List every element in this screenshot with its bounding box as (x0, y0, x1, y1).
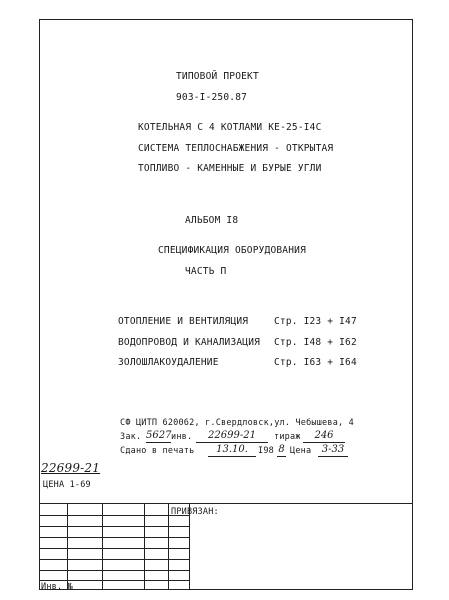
print-date: 13.10. (208, 444, 256, 457)
order-value: 5627 (146, 430, 172, 441)
order-label: Зак. (120, 432, 142, 442)
year-prefix: I98 (258, 446, 274, 456)
album-subtitle: СПЕЦИФИКАЦИЯ ОБОРУДОВАНИЯ (158, 245, 306, 256)
doc-number: 22699-21 (41, 461, 101, 475)
publisher-address: СФ ЦИТП 620062, г.Свердловск,ул. Чебышева, 4 (120, 418, 354, 428)
contents-item-name: ОТОПЛЕНИЕ И ВЕНТИЛЯЦИЯ (118, 316, 249, 327)
contents-item-name: ВОДОПРОВОД И КАНАЛИЗАЦИЯ (118, 337, 261, 348)
contents-item-name: ЗОЛОШЛАКОУДАЛЕНИЕ (118, 357, 219, 368)
tirazh-label: тираж (274, 432, 301, 442)
print-label: Сдано в печать (120, 446, 195, 456)
inv-number-label: Инв. № (41, 582, 73, 592)
price-label: Цена (290, 446, 312, 456)
inv-label: инв. (171, 432, 193, 442)
price-value: 3-33 (318, 444, 348, 457)
description-line-3: ТОПЛИВО - КАМЕННЫЕ И БУРЫЕ УГЛИ (138, 163, 322, 174)
album-part: ЧАСТЬ П (185, 266, 227, 277)
title-stamp (39, 503, 413, 590)
project-type: ТИПОВОЙ ПРОЕКТ (176, 71, 259, 82)
footer-price: ЦЕНА 1-69 (43, 480, 91, 490)
description-line-1: КОТЕЛЬНАЯ С 4 КОТЛАМИ КЕ-25-I4С (138, 122, 322, 133)
album-title: АЛЬБОМ I8 (185, 215, 239, 226)
contents-item-pages: Стр. I23 + I47 (274, 316, 357, 327)
inv-value: 22699-21 (196, 430, 268, 443)
year-suffix: 8 (278, 444, 285, 455)
description-line-2: СИСТЕМА ТЕПЛОСНАБЖЕНИЯ - ОТКРЫТАЯ (138, 143, 334, 154)
project-number: 903-I-250.87 (176, 92, 248, 103)
privyazan-label: ПРИВЯЗАН: (171, 507, 219, 517)
contents-item-pages: Стр. I63 + I64 (274, 357, 357, 368)
contents-item-pages: Стр. I48 + I62 (274, 337, 357, 348)
tirazh-value: 246 (303, 430, 345, 443)
